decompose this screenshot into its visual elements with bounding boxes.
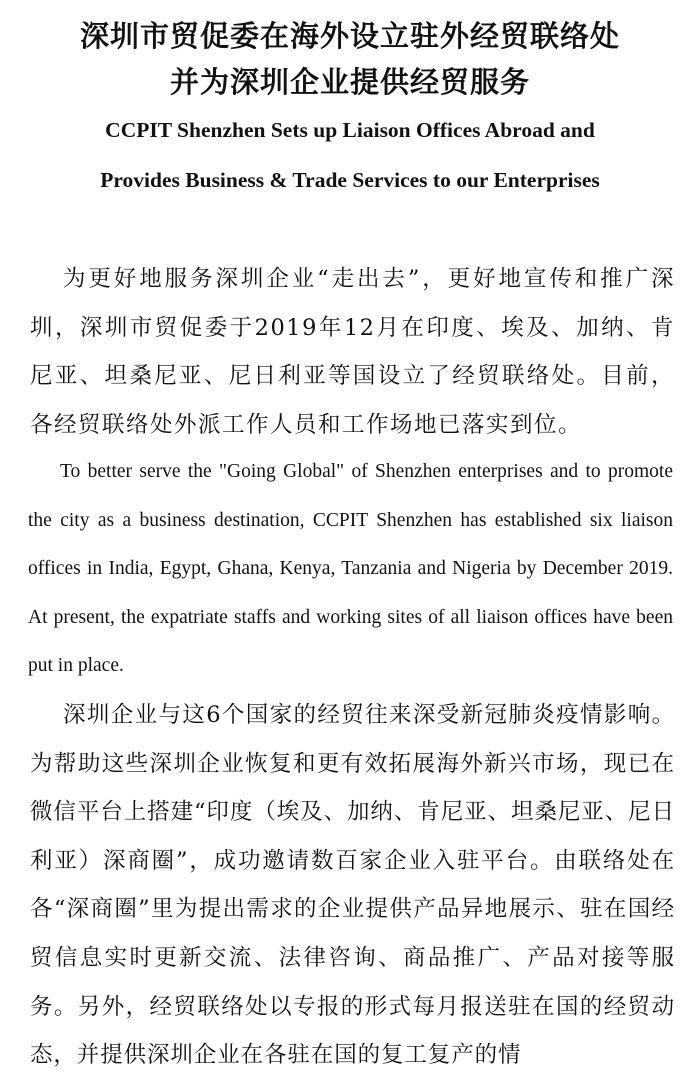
title-chinese-line-2: 并为深圳企业提供经贸服务 [169, 65, 530, 99]
paragraph-chinese-1: 为更好地服务深圳企业“走出去”，更好地宣传和推广深圳，深圳市贸促委于2019年12月在印度、埃及、加纳、肯尼亚、坦桑尼亚、尼日利亚等国设立了经贸联络处。目前，各经贸联络处外派工作人员和工作场地已落实到位。 [30, 266, 675, 438]
paragraph-chinese-2: 深圳企业与这6个国家的经贸往来深受新冠肺炎疫情影响。为帮助这些深圳企业恢复和更有效拓展海外新兴市场，现已在微信平台上搭建“印度（埃及、加纳、肯尼亚、坦桑尼亚、尼日利亚）深商圈”，成功邀请数百家企业入驻平台。由联络处在各“深商圈”里为提出需求的企业提供产品异地展示、驻在国经贸信息实时更新交流、法律咨询、商品推广、产品对接等服务。另外，经贸联络处以专报的形式每月报送驻在国的经贸动态，并提供深圳企业在各驻在国的复工复产的情 [30, 702, 675, 1069]
paragraph-english-1: To better serve the "Going Global" of Shenzhen enterprises and to promote the city as a business destination, CCPIT Shenzhen has established six liaison offices in India, Egypt, Ghana, Kenya, Tanzania and Nigeria by December 2019. At present, the expatriate staffs and working sites of all liaison offices have been put in place. [28, 461, 673, 676]
title-chinese-line-1: 深圳市贸促委在海外设立驻外经贸联络处 [79, 19, 620, 53]
title-english-line-2: Provides Business & Trade Services to our Enterprises [100, 168, 600, 192]
title-english-line-1: CCPIT Shenzhen Sets up Liaison Offices Abroad and [105, 118, 595, 142]
